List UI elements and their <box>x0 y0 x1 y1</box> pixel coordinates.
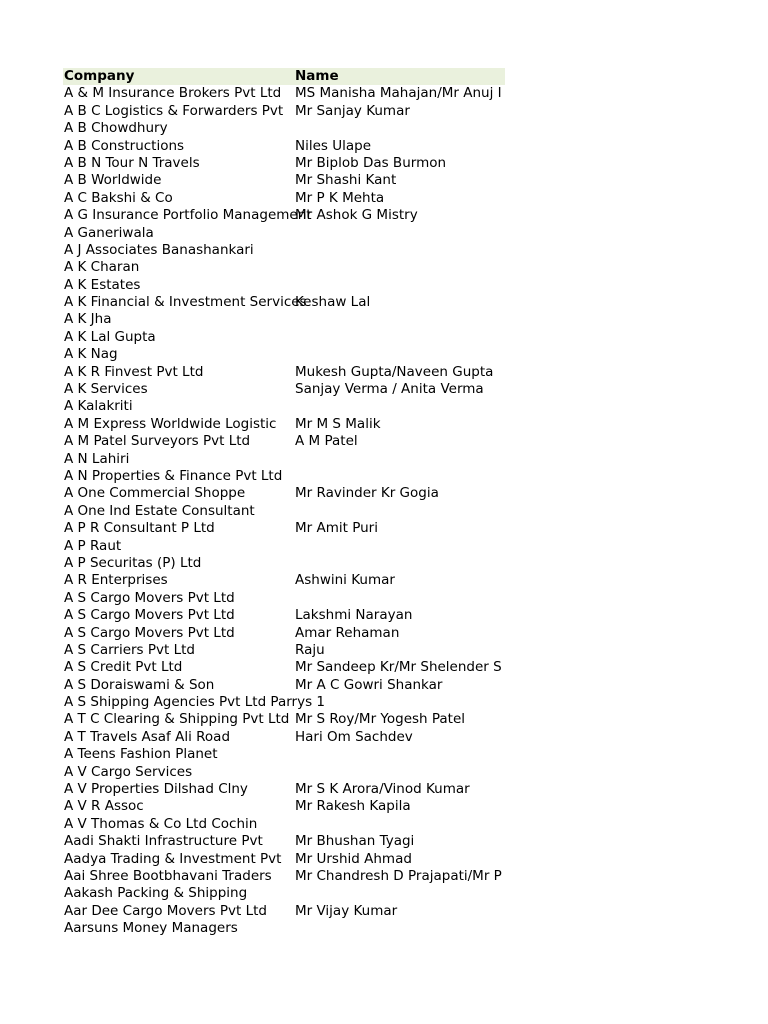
company-cell[interactable]: A M Express Worldwide Logistic <box>64 415 277 432</box>
name-cell[interactable]: Mr Chandresh D Prajapati/Mr P <box>295 867 502 884</box>
table-row <box>63 259 505 276</box>
name-cell[interactable]: Keshaw Lal <box>295 294 371 311</box>
name-cell[interactable]: Mr Ashok G Mistry <box>295 207 418 224</box>
table-row <box>63 729 505 746</box>
table-row <box>63 468 505 485</box>
table-row <box>63 329 505 346</box>
company-cell[interactable]: A V Thomas & Co Ltd Cochin <box>64 815 258 832</box>
table-row <box>63 190 505 207</box>
table-row <box>63 798 505 815</box>
table-row <box>63 642 505 659</box>
company-cell[interactable]: A B Constructions <box>64 137 185 154</box>
table-row <box>63 590 505 607</box>
company-cell[interactable]: A Kalakriti <box>64 398 133 415</box>
company-cell[interactable]: A P Raut <box>64 537 122 554</box>
company-cell[interactable]: A V R Assoc <box>64 798 144 815</box>
company-cell[interactable]: A S Carriers Pvt Ltd <box>64 641 195 658</box>
table-row <box>63 364 505 381</box>
table-row <box>63 694 505 711</box>
name-cell[interactable]: Mr Vijay Kumar <box>295 902 398 919</box>
name-cell[interactable]: Mr Sanjay Kumar <box>295 102 410 119</box>
company-cell[interactable]: A N Properties & Finance Pvt Ltd <box>64 467 283 484</box>
table-row <box>63 538 505 555</box>
name-cell[interactable]: Mr A C Gowri Shankar <box>295 676 443 693</box>
company-cell[interactable]: A K R Finvest Pvt Ltd <box>64 363 204 380</box>
table-row <box>63 398 505 415</box>
table-row <box>63 520 505 537</box>
table-row <box>63 277 505 294</box>
table-row <box>63 816 505 833</box>
table-row <box>63 103 505 120</box>
company-cell[interactable]: A J Associates Banashankari <box>64 241 254 258</box>
table-row <box>63 625 505 642</box>
company-cell[interactable]: A One Commercial Shoppe <box>64 485 246 502</box>
name-cell[interactable]: Mr Bhushan Tyagi <box>295 833 415 850</box>
company-cell[interactable]: A P Securitas (P) Ltd <box>64 554 202 571</box>
name-cell[interactable]: Raju <box>295 641 325 658</box>
company-cell[interactable]: A V Cargo Services <box>64 763 193 780</box>
name-cell[interactable]: Mr S Roy/Mr Yogesh Patel <box>295 711 466 728</box>
name-cell[interactable]: Mr Ravinder Kr Gogia <box>295 485 439 502</box>
name-cell[interactable]: Hari Om Sachdev <box>295 728 413 745</box>
company-cell[interactable]: A S Doraiswami & Son <box>64 676 215 693</box>
table-row <box>63 85 505 102</box>
table-row <box>63 920 505 937</box>
name-cell[interactable]: Sanjay Verma / Anita Verma <box>295 381 484 398</box>
company-cell[interactable]: A P R Consultant P Ltd <box>64 520 215 537</box>
company-cell[interactable]: A Teens Fashion Planet <box>64 746 218 763</box>
company-cell[interactable]: A S Cargo Movers Pvt Ltd <box>64 589 235 606</box>
name-cell[interactable]: Mr Sandeep Kr/Mr Shelender S <box>295 659 502 676</box>
company-cell[interactable]: A S Credit Pvt Ltd <box>64 659 183 676</box>
table-row <box>63 711 505 728</box>
table-row <box>63 746 505 763</box>
company-cell[interactable]: A B N Tour N Travels <box>64 154 200 171</box>
company-cell[interactable]: Aar Dee Cargo Movers Pvt Ltd <box>64 902 267 919</box>
company-cell[interactable]: Aadi Shakti Infrastructure Pvt <box>64 833 263 850</box>
company-cell[interactable]: A S Cargo Movers Pvt Ltd <box>64 624 235 641</box>
table-row <box>63 381 505 398</box>
name-cell[interactable]: Mr Rakesh Kapila <box>295 798 411 815</box>
name-cell[interactable]: Mr S K Arora/Vinod Kumar <box>295 781 470 798</box>
table-row <box>63 485 505 502</box>
table-row <box>63 225 505 242</box>
table-row <box>63 572 505 589</box>
table-row <box>63 311 505 328</box>
company-cell[interactable]: A V Properties Dilshad Clny <box>64 781 248 798</box>
company-cell[interactable]: A S Cargo Movers Pvt Ltd <box>64 607 235 624</box>
table-row <box>63 172 505 189</box>
company-cell[interactable]: A K Services <box>64 381 148 398</box>
company-cell[interactable]: A K Nag <box>64 346 118 363</box>
name-cell[interactable]: Lakshmi Narayan <box>295 607 413 624</box>
company-cell[interactable]: A C Bakshi & Co <box>64 189 173 206</box>
table-row <box>63 242 505 259</box>
company-cell[interactable]: A B C Logistics & Forwarders Pvt <box>64 102 284 119</box>
table-row <box>63 677 505 694</box>
table-row <box>63 555 505 572</box>
company-cell[interactable]: A K Jha <box>64 311 112 328</box>
name-cell[interactable]: Niles Ulape <box>295 137 372 154</box>
company-cell[interactable]: Aarsuns Money Managers <box>64 920 238 937</box>
table-row <box>63 346 505 363</box>
table-row <box>63 833 505 850</box>
company-cell[interactable]: A B Chowdhury <box>64 120 168 137</box>
company-cell[interactable]: Aakash Packing & Shipping <box>64 885 248 902</box>
table-row <box>63 764 505 781</box>
company-cell[interactable]: Aai Shree Bootbhavani Traders <box>64 867 272 884</box>
table-row <box>63 294 505 311</box>
name-cell[interactable]: Amar Rehaman <box>295 624 400 641</box>
name-cell[interactable]: Mr Biplob Das Burmon <box>295 154 447 171</box>
company-cell[interactable]: A M Patel Surveyors Pvt Ltd <box>64 433 251 450</box>
table-row <box>63 155 505 172</box>
company-cell[interactable]: A B Worldwide <box>64 172 162 189</box>
spreadsheet-table <box>63 68 505 938</box>
table-row <box>63 138 505 155</box>
table-row <box>63 207 505 224</box>
table-row <box>63 607 505 624</box>
company-cell[interactable]: A K Estates <box>64 276 141 293</box>
company-cell[interactable]: A T Travels Asaf Ali Road <box>64 728 231 745</box>
table-row <box>63 659 505 676</box>
name-cell[interactable]: Mr Urshid Ahmad <box>295 850 412 867</box>
table-body <box>63 85 505 937</box>
name-cell[interactable]: Mr P K Mehta <box>295 189 385 206</box>
company-cell[interactable]: Aadya Trading & Investment Pvt <box>64 850 282 867</box>
name-cell[interactable]: Mr M S Malik <box>295 415 381 432</box>
company-cell[interactable]: A R Enterprises <box>64 572 168 589</box>
table-row <box>63 903 505 920</box>
company-cell[interactable]: A Ganeriwala <box>64 224 154 241</box>
name-cell[interactable]: MS Manisha Mahajan/Mr Anuj I <box>295 85 502 102</box>
table-row <box>63 120 505 137</box>
company-cell[interactable]: A N Lahiri <box>64 450 130 467</box>
name-cell[interactable]: Mr Amit Puri <box>295 520 378 537</box>
table-row <box>63 451 505 468</box>
table-header-row <box>63 68 505 85</box>
column-header-company[interactable]: Company <box>64 68 135 84</box>
table-row <box>63 885 505 902</box>
table-row <box>63 781 505 798</box>
table-row <box>63 416 505 433</box>
company-cell[interactable]: A K Lal Gupta <box>64 328 156 345</box>
column-header-name[interactable]: Name <box>295 68 339 84</box>
name-cell[interactable]: A M Patel <box>295 433 358 450</box>
name-cell[interactable]: Ashwini Kumar <box>295 572 395 589</box>
table-row <box>63 503 505 520</box>
company-cell[interactable]: A & M Insurance Brokers Pvt Ltd <box>64 85 282 102</box>
table-row <box>63 851 505 868</box>
company-cell[interactable]: A K Charan <box>64 259 140 276</box>
name-cell[interactable]: Mr Shashi Kant <box>295 172 397 189</box>
company-cell[interactable]: A One Ind Estate Consultant <box>64 502 255 519</box>
name-cell[interactable]: Mukesh Gupta/Naveen Gupta <box>295 363 494 380</box>
company-cell[interactable]: A T C Clearing & Shipping Pvt Ltd <box>64 711 290 728</box>
table-row <box>63 433 505 450</box>
company-cell[interactable]: A S Shipping Agencies Pvt Ltd Parrys 1 <box>64 694 326 711</box>
company-cell[interactable]: A K Financial & Investment Services <box>64 294 307 311</box>
table-row <box>63 868 505 885</box>
company-cell[interactable]: A G Insurance Portfolio Management <box>64 207 312 224</box>
